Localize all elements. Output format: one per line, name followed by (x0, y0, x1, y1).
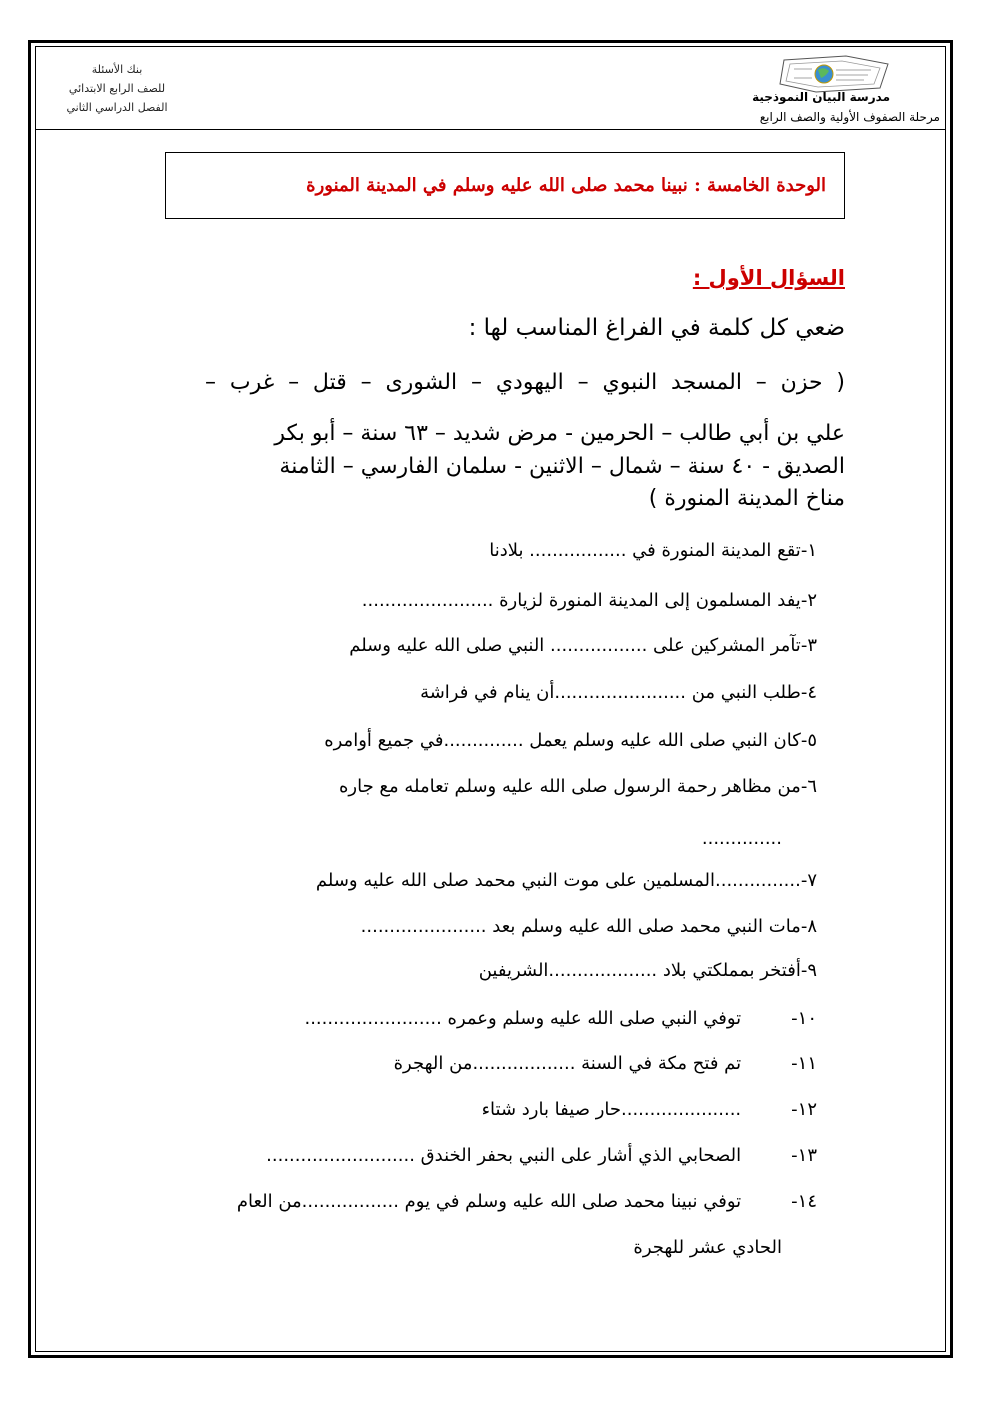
item-number: ٩- (800, 960, 817, 981)
word-bank-line-1: ( حزن – المسجد النبوي – اليهودي – الشورى – قتل – غرب – (205, 370, 845, 395)
item-number: ٤- (800, 682, 817, 703)
school-stage: مرحلة الصفوف الأولية والصف الرابع (759, 110, 940, 124)
item-number: ١١- (791, 1053, 817, 1074)
header-left-line-1: بنك الأسئلة (91, 63, 143, 76)
school-name: مدرسة البيان النموذجية (752, 90, 890, 104)
item-text: كان النبي صلى الله عليه وسلم يعمل ..............في جميع أوامره (324, 730, 801, 751)
question-item-14-continuation: الحادي عشر للهجرة (633, 1237, 782, 1258)
question-item-6-blank: .............. (701, 828, 782, 849)
item-number: ١٣- (791, 1145, 817, 1166)
item-text: يفد المسلمون إلى المدينة المنورة لزيارة ....................... (361, 590, 801, 611)
question-item-12 (482, 1099, 817, 1120)
word-bank-line-3: الصديق - ٤٠ سنة – شمال – الاثنين - سلمان الفارسي – الثامنة (279, 454, 845, 479)
question-item-14 (237, 1191, 817, 1212)
question-item-13 (266, 1145, 817, 1166)
question-instruction: ضعي كل كلمة في الفراغ المناسب لها : (468, 315, 845, 341)
question-item-4 (420, 682, 817, 703)
header-left-line-3: الفصل الدراسي الثاني (66, 101, 168, 114)
question-item-2 (362, 590, 817, 611)
item-text: الصحابي الذي أشار على النبي بحفر الخندق .......................... (266, 1145, 742, 1166)
item-text: توفي النبي صلى الله عليه وسلم وعمره ........................ (304, 1008, 742, 1029)
item-number: ١- (800, 540, 817, 561)
word-bank (205, 360, 845, 514)
item-text: مات النبي محمد صلى الله عليه وسلم بعد ...................... (360, 916, 801, 937)
item-text: طلب النبي من .......................أن ينام في فراشة (420, 682, 801, 703)
header-divider (36, 129, 945, 130)
word-bank-line-2: علي بن أبي طالب – الحرمين - مرض شديد – ٦٣ سنة – أبو بكر (274, 421, 845, 446)
unit-title-box (165, 152, 845, 219)
header-left-line-2: للصف الرابع الابتدائي (68, 82, 166, 95)
question-item-6 (339, 776, 817, 797)
unit-title: الوحدة الخامسة : نبينا محمد صلى الله عليه وسلم في المدينة المنورة (306, 175, 826, 196)
item-number: ٧- (800, 870, 817, 891)
question-item-1 (489, 540, 817, 561)
word-bank-line-4: مناخ المدينة المنورة ) (648, 486, 845, 511)
item-text: تقع المدينة المنورة في ................. بلادنا (489, 540, 801, 561)
item-number: ١٤- (791, 1191, 817, 1212)
item-number: ٨- (800, 916, 817, 937)
question-item-5 (324, 730, 817, 751)
question-title: السؤال الأول : (692, 266, 845, 290)
item-text: ...............المسلمين على موت النبي محمد صلى الله عليه وسلم (315, 870, 801, 891)
item-text: أفتخر بمملكتي بلاد ...................الشريفين (478, 960, 801, 981)
question-item-10 (304, 1008, 817, 1029)
item-number: ٦- (800, 776, 817, 797)
question-item-8 (361, 916, 817, 937)
item-text: تآمر المشركين على ................. النبي صلى الله عليه وسلم (349, 635, 801, 656)
header-left (52, 60, 182, 117)
item-number: ٥- (800, 730, 817, 751)
item-text: تم فتح مكة في السنة ..................من الهجرة (393, 1053, 742, 1074)
question-item-9 (479, 960, 817, 981)
item-text: من مظاهر رحمة الرسول صلى الله عليه وسلم تعامله مع جاره (338, 776, 801, 797)
school-logo-icon (776, 54, 896, 94)
question-item-3 (349, 635, 817, 656)
question-item-11 (394, 1053, 817, 1074)
item-number: ٣- (800, 635, 817, 656)
item-number: ١٢- (791, 1099, 817, 1120)
item-text: .....................حار صيفا بارد شتاء (481, 1099, 742, 1120)
item-text: توفي نبينا محمد صلى الله عليه وسلم في يوم .................من العام (236, 1191, 742, 1212)
question-item-7 (316, 870, 817, 891)
item-number: ٢- (800, 590, 817, 611)
item-number: ١٠- (791, 1008, 817, 1029)
